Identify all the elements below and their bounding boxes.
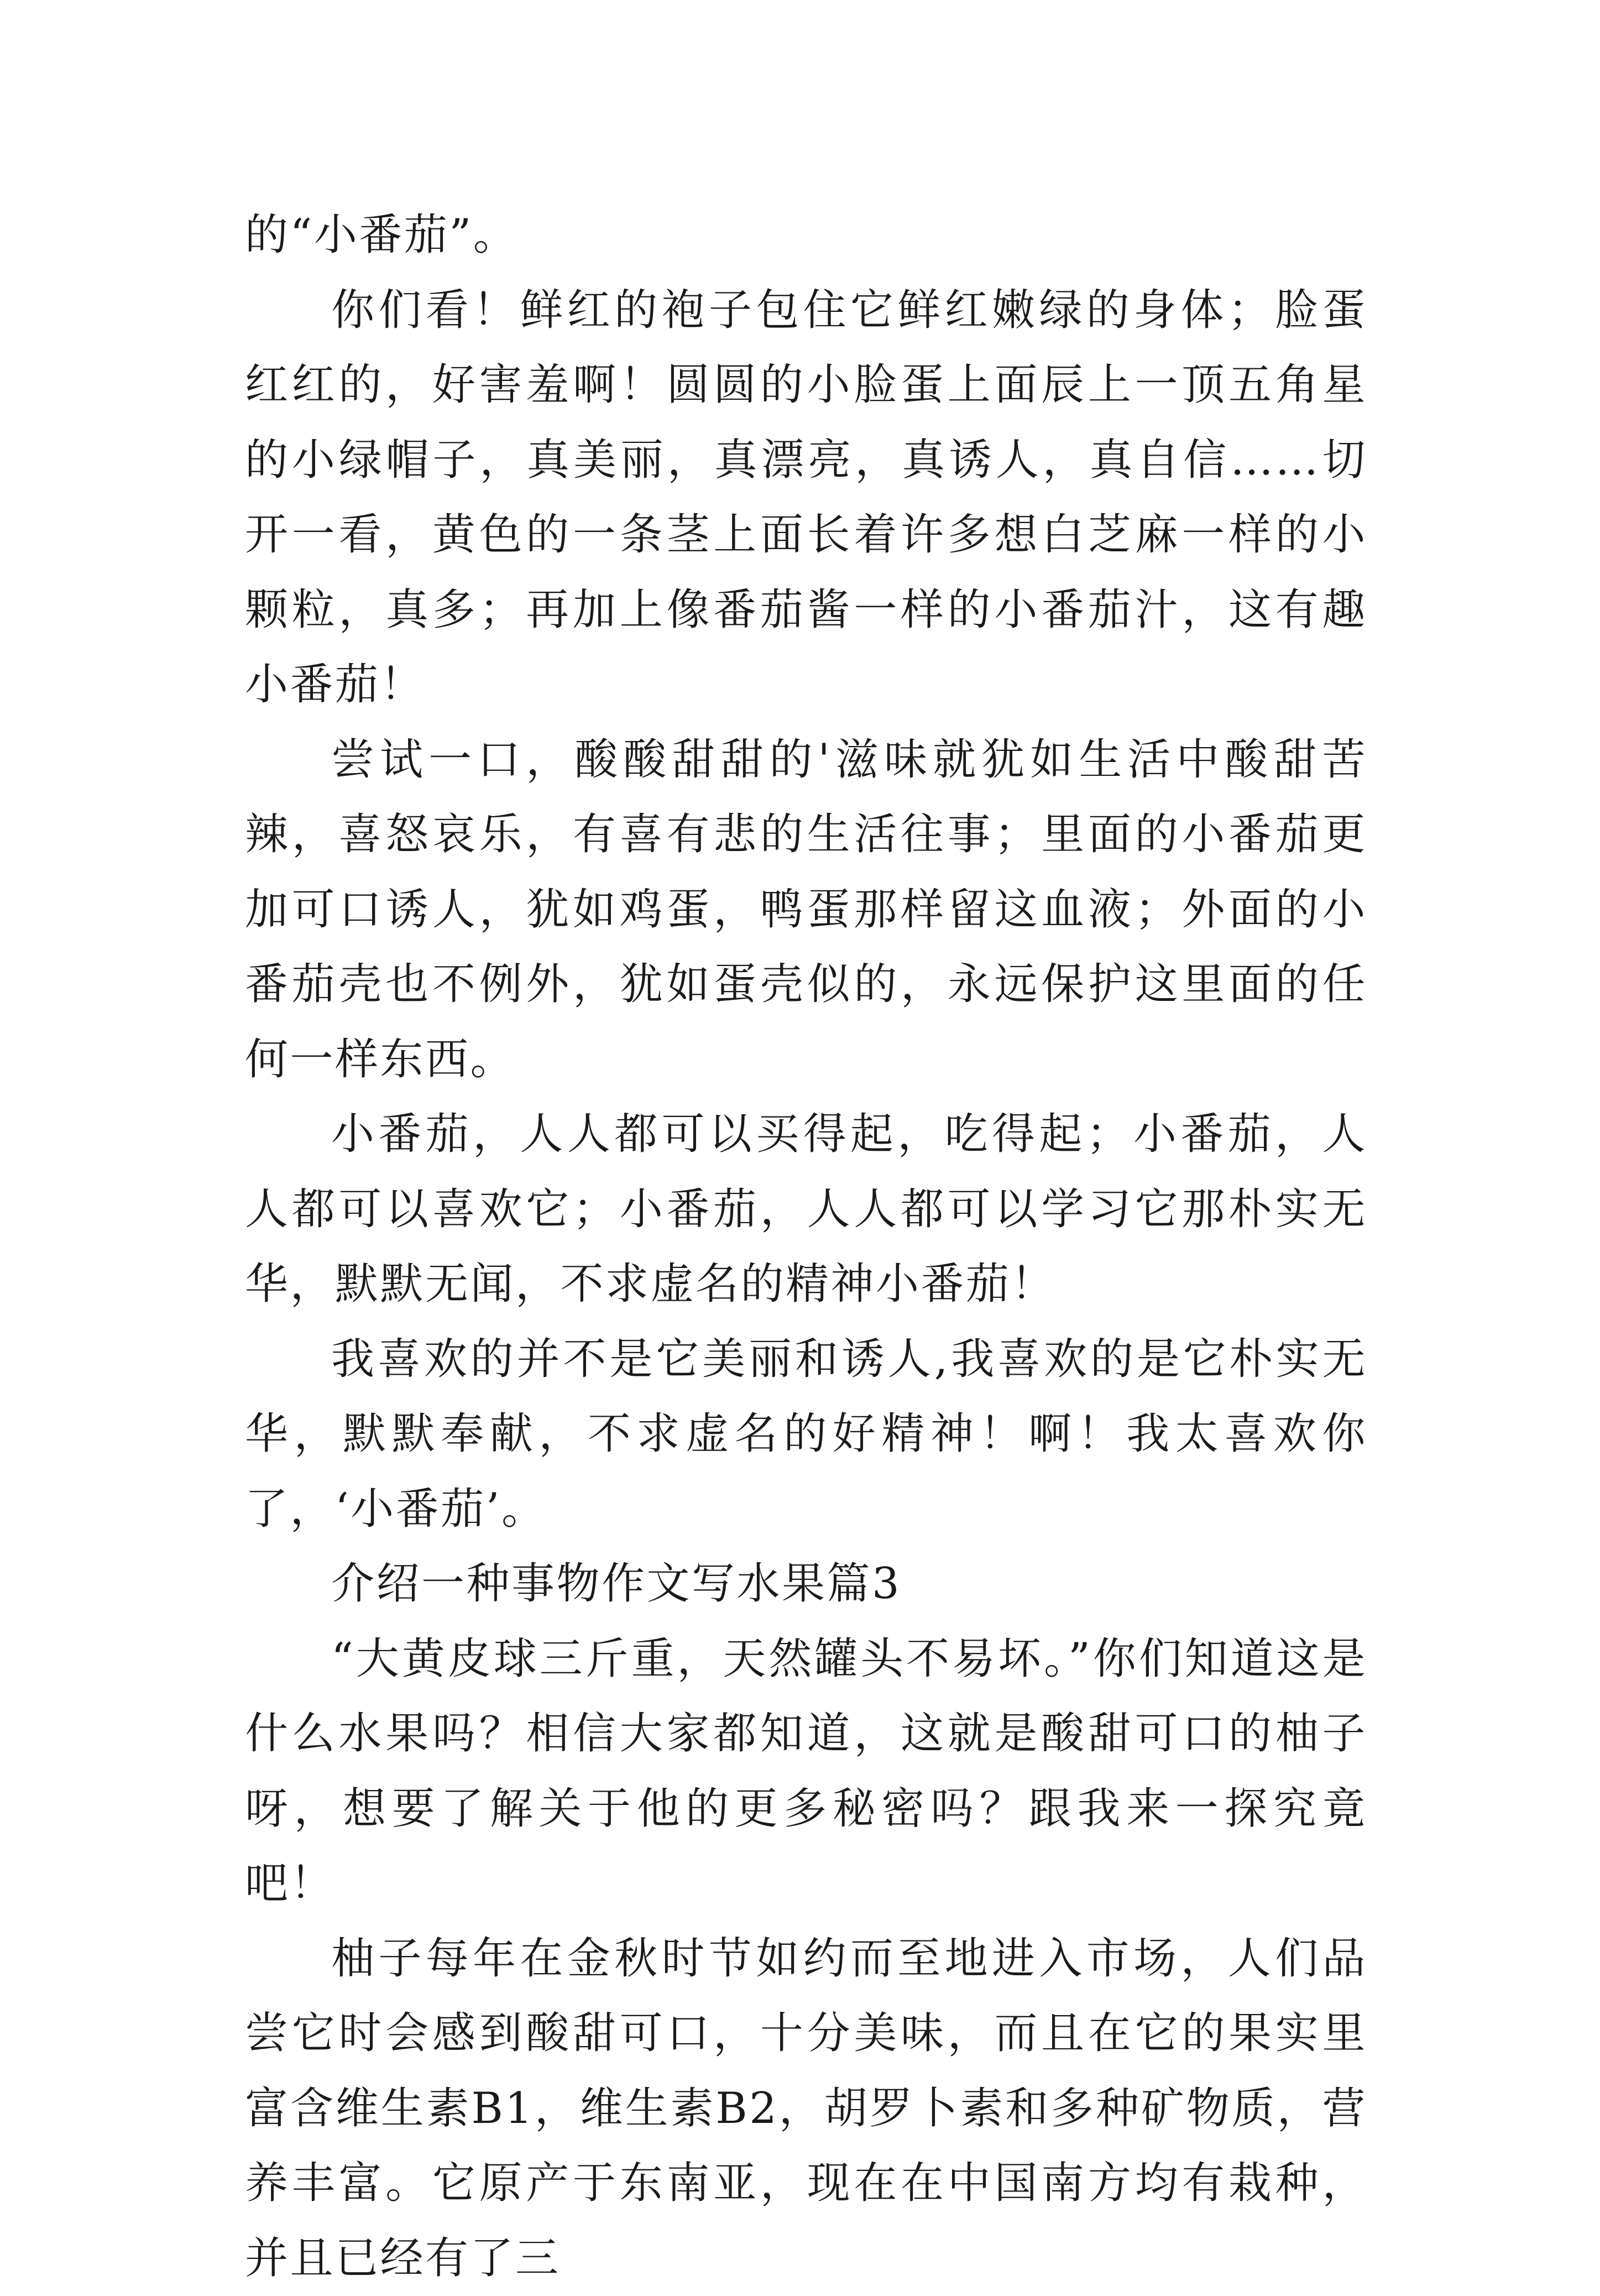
section-heading: 介绍一种事物作文写水果篇3 [245,1547,1367,1622]
paragraph-tomato-taste: 尝试一口，酸酸甜甜的'滋味就犹如生活中酸甜苦辣，喜怒哀乐，有喜有悲的生活往事；里面的小番茄更加可口诱人，犹如鸡蛋，鸭蛋那样留这血液；外面的小番茄壳也不例外，犹如蛋壳似的，永远保护这里面的任何一样东西。 [245,723,1367,1098]
paragraph-tomato-appearance: 你们看！鲜红的袍子包住它鲜红嫩绿的身体；脸蛋红红的，好害羞啊！圆圆的小脸蛋上面辰上一顶五角星的小绿帽子，真美丽，真漂亮，真诱人，真自信……切开一看，黄色的一条茎上面长着许多想白芝麻一样的小颗粒，真多；再加上像番茄酱一样的小番茄汁，这有趣小番茄！ [245,273,1367,723]
paragraph-pomelo-nutrition: 柚子每年在金秋时节如约而至地进入市场，人们品尝它时会感到酸甜可口，十分美味，而且在它的果实里富含维生素B1，维生素B2，胡罗卜素和多种矿物质，营养丰富。它原产于东南亚，现在在中国南方均有栽种，并且已经有了三 [245,1922,1367,2296]
paragraph-tomato-everyone: 小番茄，人人都可以买得起，吃得起；小番茄，人人都可以喜欢它；小番茄，人人都可以学习它那朴实无华，默默无闻，不求虚名的精神小番茄！ [245,1097,1367,1322]
document-body [245,198,1367,2296]
paragraph-tomato-spirit: 我喜欢的并不是它美丽和诱人,我喜欢的是它朴实无华，默默奉献，不求虚名的好精神！啊！我太喜欢你了，‘小番茄’。 [245,1322,1367,1547]
paragraph-continuation: 的“小番茄”。 [245,198,1367,273]
paragraph-pomelo-riddle: “大黄皮球三斤重，天然罐头不易坏。”你们知道这是什么水果吗？相信大家都知道，这就是酸甜可口的柚子呀，想要了解关于他的更多秘密吗？跟我来一探究竟吧！ [245,1622,1367,1922]
